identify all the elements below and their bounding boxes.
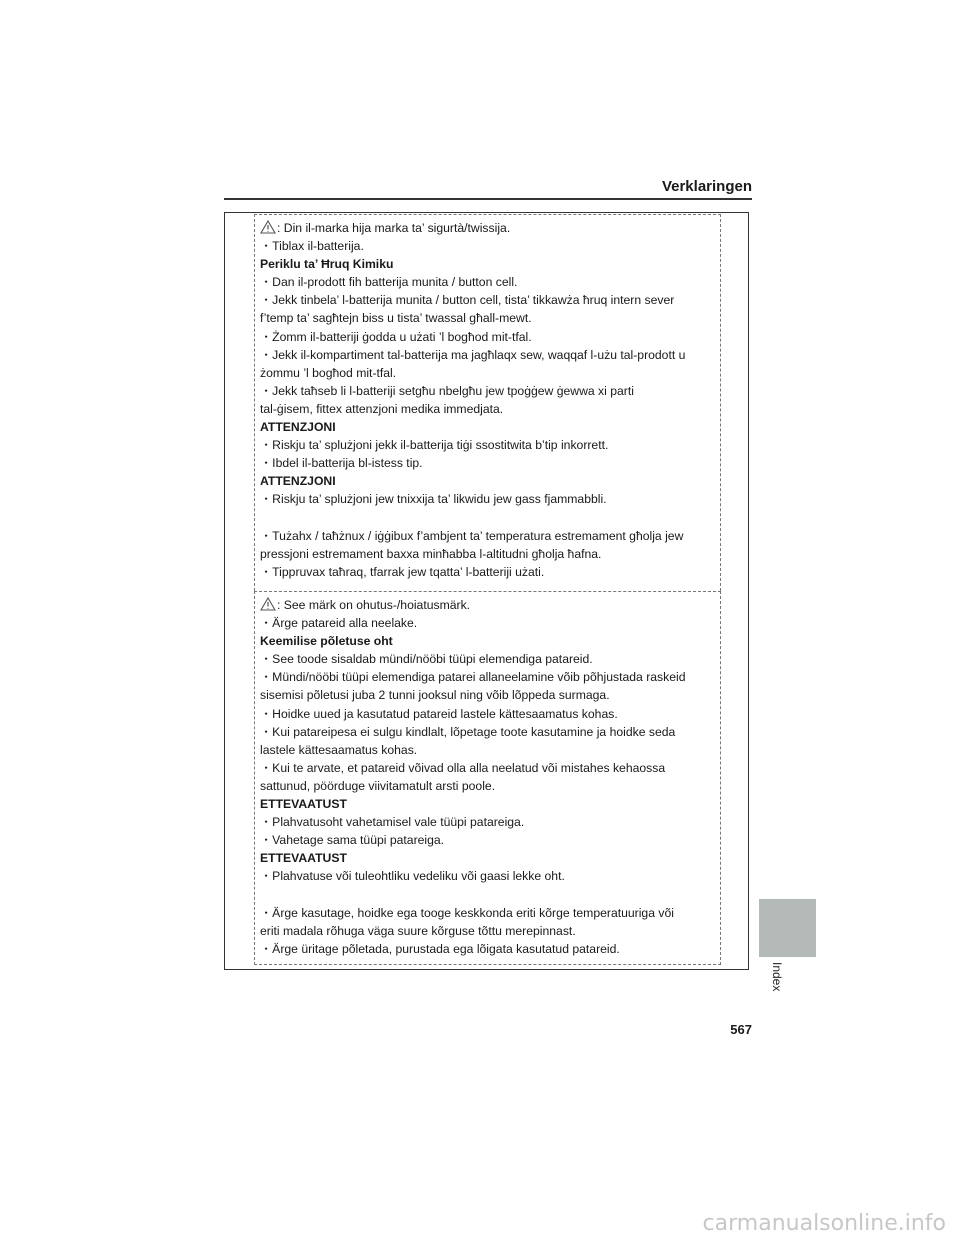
- et-spacer: [260, 886, 720, 904]
- page-number: 567: [730, 1022, 752, 1037]
- mt-line-text: tal-ġisem, fittex attenzjoni medika immedjata.: [260, 401, 504, 416]
- mt-line: [260, 291, 720, 309]
- et-line-text: ・Kui patareipesa ei sulgu kindlalt, lõpetage toote kasutamine ja hoidke seda: [260, 724, 676, 739]
- index-side-tab[interactable]: [759, 899, 816, 957]
- mt-line: [260, 346, 720, 364]
- mt-line-text: : Din il-marka hija marka ta’ sigurtà/twissija.: [277, 221, 511, 235]
- et-line: [260, 668, 720, 686]
- maltese-warning-section: [254, 214, 721, 591]
- et-line: [260, 904, 720, 922]
- mt-line-text: f’temp ta’ sagħtejn biss u tista’ twassal għall-mewt.: [260, 311, 532, 326]
- mt-line-text: ・Jekk il-kompartiment tal-batterija ma jagħlaqx sew, waqqaf l-użu tal-prodott u: [260, 347, 686, 362]
- warning-triangle-icon: [260, 220, 276, 234]
- mt-line: [260, 237, 720, 255]
- et-line-text: ・Vahetage sama tüüpi patareiga.: [260, 833, 445, 848]
- et-line-text: lastele kättesaamatus kohas.: [260, 742, 418, 757]
- et-line-text: ・Ärge kasutage, hoidke ega tooge keskkonda eriti kõrge temperatuuriga või: [260, 905, 674, 920]
- page-header-title: Verklaringen: [661, 178, 752, 195]
- et-line: [260, 759, 720, 777]
- mt-heading: [260, 472, 720, 490]
- mt-line: [260, 309, 720, 327]
- et-line-text: ・Plahvatusoht vahetamisel vale tüüpi patareiga.: [260, 815, 525, 830]
- et-line-text: ・See toode sisaldab mündi/nööbi tüüpi elemendiga patareid.: [260, 652, 593, 667]
- mt-line-text: ・Riskju ta’ splużjoni jekk il-batterija tiġi ssostitwita b’tip inkorrett.: [260, 438, 609, 453]
- mt-spacer: [260, 509, 720, 527]
- mt-line-text: ・Tiblax il-batterija.: [260, 239, 364, 254]
- mt-line: [260, 454, 720, 472]
- mt-line-text: ・Jekk tinbela’ l-batterija munita / button cell, tista’ tikkawża ħruq intern sever: [260, 293, 675, 308]
- et-line-text: ・Mündi/nööbi tüüpi elemendiga patarei allaneelamine võib põhjustada raskeid: [260, 670, 686, 685]
- mt-line-text: Periklu ta’ Ħruq Kimiku: [260, 257, 394, 272]
- header-rule: [224, 198, 752, 200]
- mt-line: [260, 400, 720, 418]
- mt-line: [260, 490, 720, 508]
- mt-line: [260, 436, 720, 454]
- et-line: [260, 614, 720, 632]
- mt-line-text: ・Ibdel il-batterija bl-istess tip.: [260, 456, 423, 471]
- mt-line-text: żommu ’l bogħod mit-tfal.: [260, 365, 397, 380]
- et-line: [260, 705, 720, 723]
- mt-line: [260, 364, 720, 382]
- et-line-text: sisemisi põletusi juba 2 tunni jooksul ning võib lõppeda surmaga.: [260, 688, 610, 703]
- mt-line-text: ATTENZJONI: [260, 420, 336, 435]
- mt-line-text: ・Tippruvax taħraq, tfarrak jew tqatta’ l-batteriji użati.: [260, 564, 545, 579]
- mt-line-text: ・Riskju ta’ splużjoni jew tnixxija ta’ likwidu jew gass fjammabbli.: [260, 492, 607, 507]
- et-line-text: ・Ärge patareid alla neelake.: [260, 616, 418, 631]
- et-line: [260, 813, 720, 831]
- watermark: carmanualsonline.info: [702, 1211, 946, 1236]
- et-line-text: : See märk on ohutus-/hoiatusmärk.: [277, 598, 471, 612]
- et-line-text: ETTEVAATUST: [260, 797, 347, 812]
- estonian-warning-section: [254, 591, 721, 965]
- et-line: [260, 777, 720, 795]
- et-line-text: Keemilise põletuse oht: [260, 634, 393, 649]
- et-line: [260, 650, 720, 668]
- mt-heading: [260, 418, 720, 436]
- mt-line-text: pressjoni estremament baxxa minħabba l-altitudni għolja ħafna.: [260, 546, 602, 561]
- et-line-text: ETTEVAATUST: [260, 851, 347, 866]
- mt-heading: [260, 255, 720, 273]
- et-line-text: sattunud, pöörduge viivitamatult arsti poole.: [260, 778, 496, 793]
- et-line: [260, 686, 720, 704]
- warning-triangle-icon: [260, 597, 276, 611]
- et-line: [260, 922, 720, 940]
- et-line: [260, 867, 720, 885]
- mt-line: [260, 273, 720, 291]
- mt-line: [260, 527, 720, 545]
- mt-line: [260, 545, 720, 563]
- et-line-text: ・Ärge üritage põletada, purustada ega lõigata kasutatud patareid.: [260, 941, 620, 956]
- et-line: [260, 831, 720, 849]
- mt-line-text: ATTENZJONI: [260, 474, 336, 489]
- et-line: [260, 596, 720, 614]
- mt-line-text: ・Tużahx / taħżnux / iġġibux f’ambjent ta’ temperatura estremament għolja jew: [260, 528, 684, 543]
- mt-line-text: ・Żomm il-batteriji ġodda u użati ’l bogħod mit-tfal.: [260, 329, 532, 344]
- mt-line-text: ・Dan il-prodott fih batterija munita / button cell.: [260, 275, 518, 290]
- mt-line: [260, 328, 720, 346]
- mt-line: [260, 563, 720, 581]
- index-side-label[interactable]: Index: [770, 962, 784, 992]
- et-heading: [260, 632, 720, 650]
- et-line-text: ・Hoidke uued ja kasutatud patareid lastele kättesaamatus kohas.: [260, 706, 618, 721]
- et-line-text: ・Kui te arvate, et patareid võivad olla alla neelatud või mistahes kehaossa: [260, 760, 666, 775]
- mt-line-text: ・Jekk taħseb li l-batteriji setgħu nbelgħu jew tpoġġew ġewwa xi parti: [260, 383, 634, 398]
- mt-line: [260, 382, 720, 400]
- et-heading: [260, 795, 720, 813]
- mt-line: [260, 219, 720, 237]
- et-heading: [260, 849, 720, 867]
- et-line: [260, 940, 720, 958]
- et-line-text: eriti madala rõhuga väga suure kõrguse tõttu merepinnast.: [260, 923, 576, 938]
- et-line-text: ・Plahvatuse või tuleohtliku vedeliku või gaasi lekke oht.: [260, 869, 565, 884]
- et-line: [260, 723, 720, 741]
- et-line: [260, 741, 720, 759]
